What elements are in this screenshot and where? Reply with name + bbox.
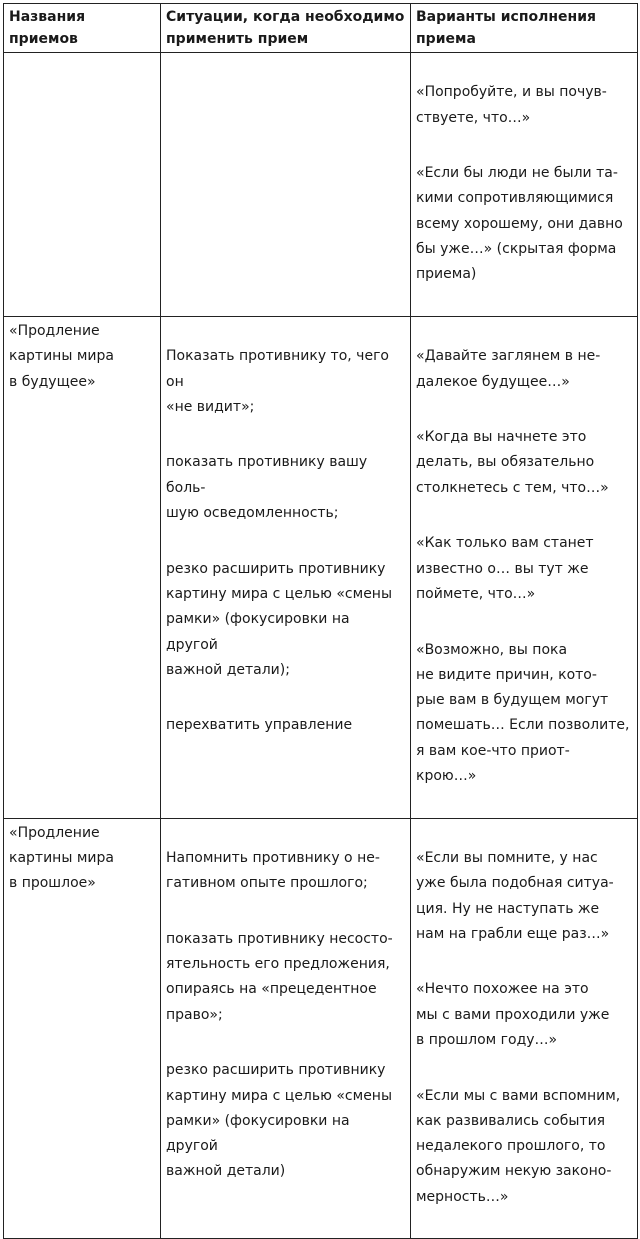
situations-cell xyxy=(161,53,411,317)
situations-cell xyxy=(161,316,411,818)
variants-cell xyxy=(411,818,638,1239)
variant-item: «Когда вы начнете это делать, вы обязательно столкнетесь с тем, что…» xyxy=(416,429,609,496)
variant-item: «Возможно, вы пока не видите причин, кото- рые вам в будущем могут помешать… Если позволите, я вам кое-что приот- крою…» xyxy=(416,641,630,785)
variant-item: «Если мы с вами вспомним, как развивались события недалекого прошлого, то обнаружим некую законо- мерность…» xyxy=(416,1087,621,1205)
header-variants: Варианты исполнения приема xyxy=(411,4,638,53)
situation-item: резко расширить противнику картину мира с целью «смены рамки» (фокусировки на другой важной детали) xyxy=(166,1062,393,1180)
situation-item: показать противнику вашу боль- шую осведомленность; xyxy=(166,454,368,522)
variant-item: «Если вы помните, у нас уже была подобная ситуа- ция. Ну не наступать же нам на грабли еще раз…» xyxy=(416,849,614,942)
situation-item: показать противнику несосто- ятельность его предложения, опираясь на «прецедентное право»; xyxy=(166,930,393,1023)
technique-name-cell xyxy=(4,53,161,317)
header-situations: Ситуации, когда необходимо применить прием xyxy=(161,4,411,53)
variant-item: «Нечто похожее на это мы с вами проходили уже в прошлом году…» xyxy=(416,981,610,1048)
techniques-table xyxy=(3,3,638,1239)
header-technique-names: Названия приемов xyxy=(4,4,161,53)
variant-item: «Как только вам станет известно о… вы тут же поймете, что…» xyxy=(416,535,594,602)
variant-item: «Если бы люди не были та- кими сопротивляющимися всему хорошему, они давно бы уже…» (скрытая форма приема) xyxy=(416,165,623,283)
situations-cell xyxy=(161,818,411,1239)
variants-cell xyxy=(411,316,638,818)
table-header-row xyxy=(4,4,638,53)
technique-name-cell: «Продление картины мира в прошлое» xyxy=(4,818,161,1239)
table-row xyxy=(4,316,638,818)
table-row xyxy=(4,818,638,1239)
variant-item: «Попробуйте, и вы почув- ствуете, что…» xyxy=(416,84,607,126)
technique-name-cell: «Продление картины мира в будущее» xyxy=(4,316,161,818)
variant-item: «Давайте заглянем в не- далекое будущее…» xyxy=(416,348,601,390)
situation-item: резко расширить противнику картину мира с целью «смены рамки» (фокусировки на другой важной детали); xyxy=(166,560,393,678)
situation-item: Напомнить противнику о не- гативном опыте прошлого; xyxy=(166,849,380,892)
situation-item: Показать противнику то, чего он «не видит»; xyxy=(166,348,389,415)
table-row xyxy=(4,53,638,317)
situation-item: перехватить управление xyxy=(166,717,353,734)
variants-cell xyxy=(411,53,638,317)
